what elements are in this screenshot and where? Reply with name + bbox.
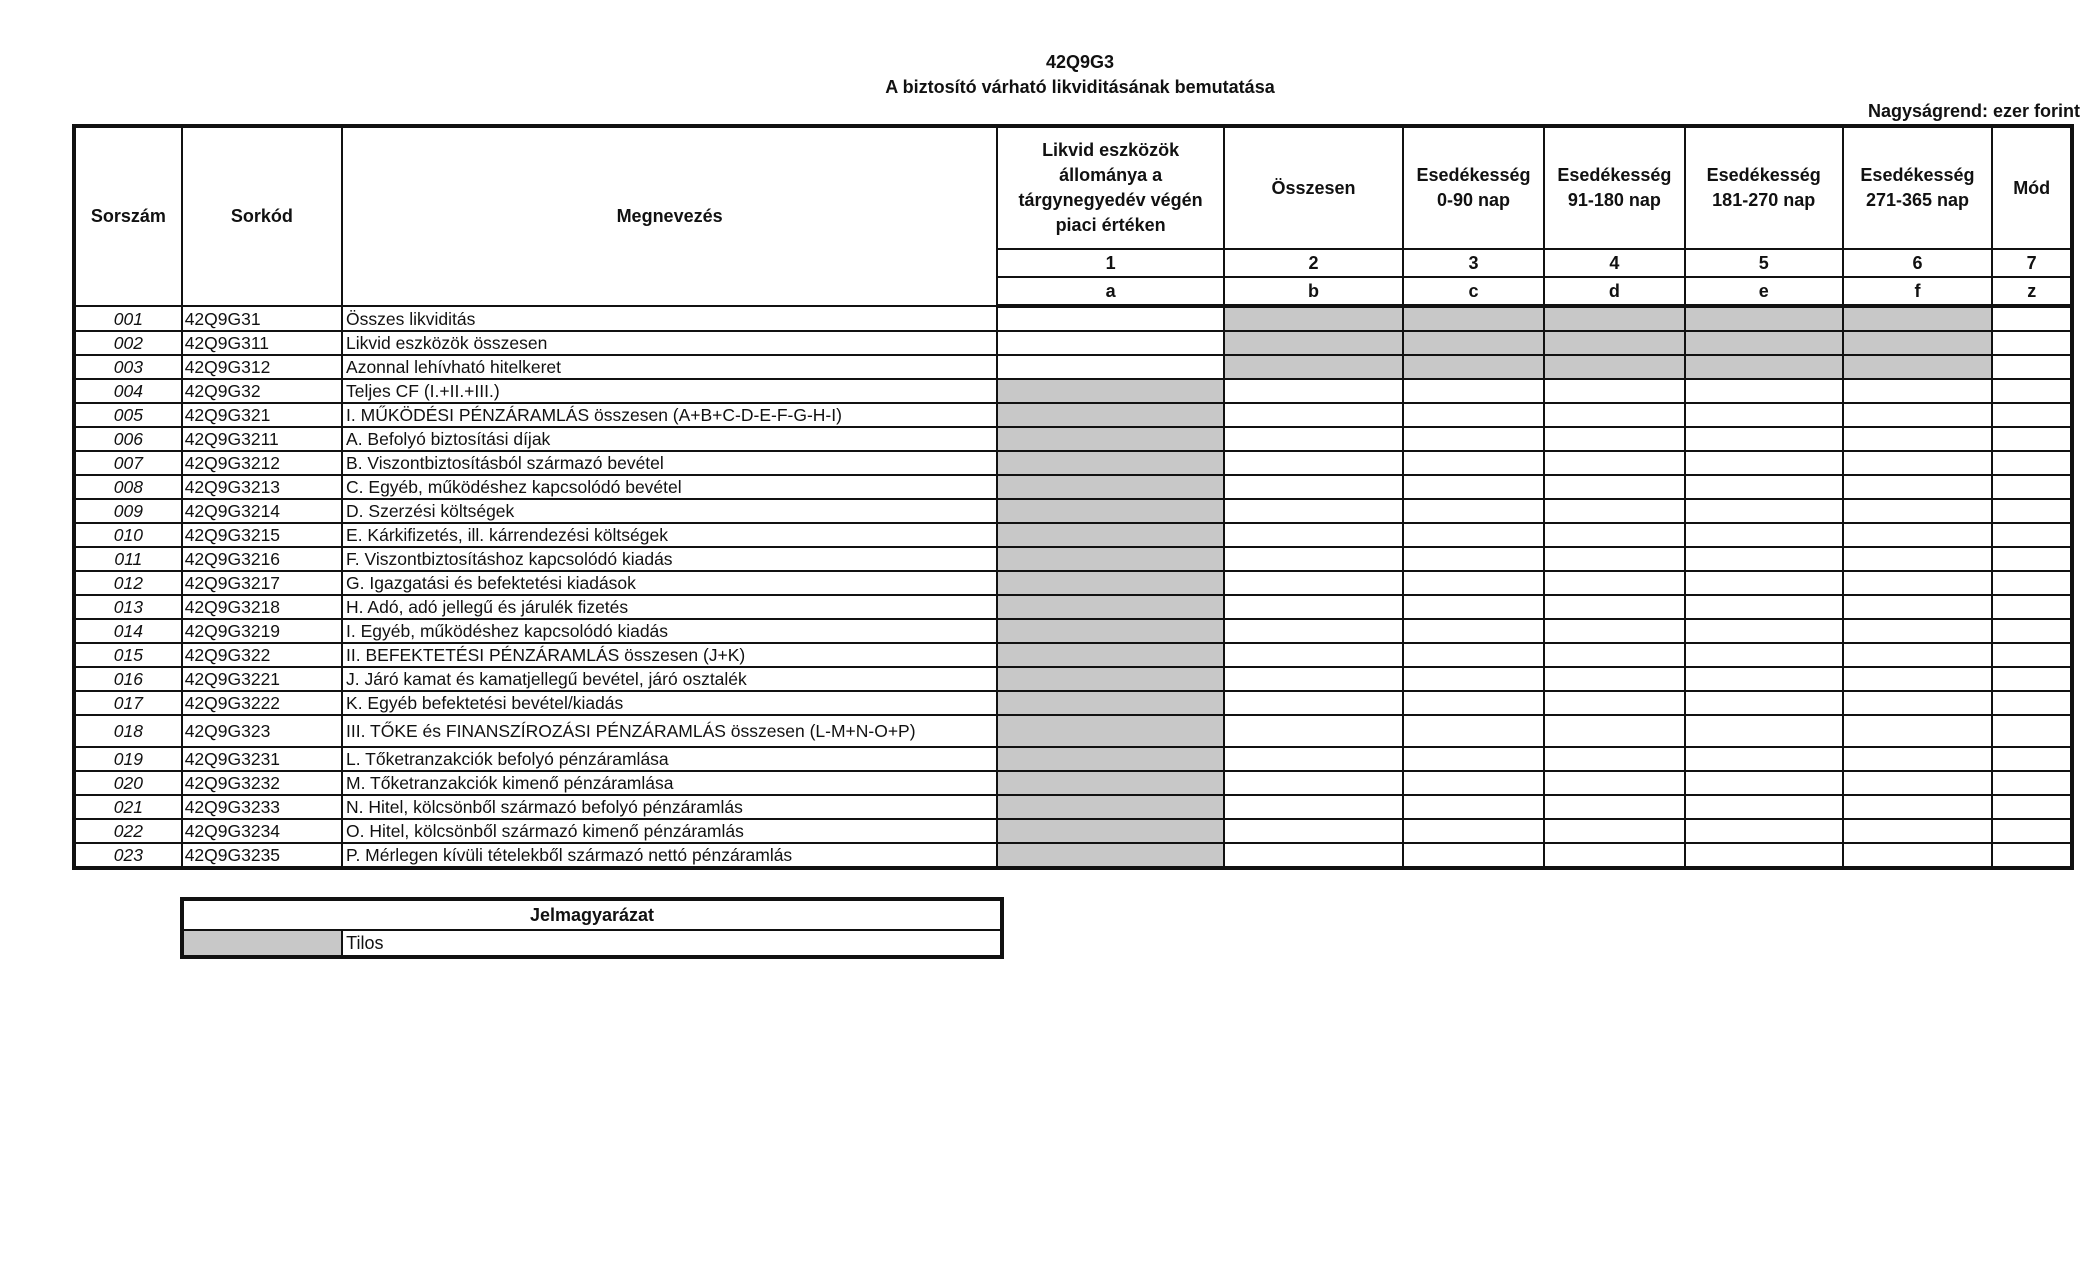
- input-cell[interactable]: [1843, 715, 1993, 747]
- column-number: 3: [1403, 249, 1544, 277]
- column-letter: f: [1843, 277, 1993, 306]
- input-cell[interactable]: [1224, 795, 1403, 819]
- row-name: J. Járó kamat és kamatjellegű bevétel, járó osztalék: [342, 667, 997, 691]
- row-name: A. Befolyó biztosítási díjak: [342, 427, 997, 451]
- row-name: M. Tőketranzakciók kimenő pénzáramlása: [342, 771, 997, 795]
- input-cell[interactable]: [1403, 523, 1544, 547]
- row-number: 003: [74, 355, 182, 379]
- form-title: A biztosító várható likviditásának bemutatása: [885, 77, 1275, 97]
- row-code: 42Q9G3221: [182, 667, 342, 691]
- input-cell[interactable]: [1403, 499, 1544, 523]
- forbidden-cell: [997, 843, 1224, 868]
- input-cell[interactable]: [1685, 523, 1843, 547]
- input-cell[interactable]: [1992, 331, 2072, 355]
- table-row: [74, 306, 2072, 331]
- input-cell[interactable]: [1224, 771, 1403, 795]
- row-name: F. Viszontbiztosításhoz kapcsolódó kiadás: [342, 547, 997, 571]
- row-code: 42Q9G312: [182, 355, 342, 379]
- input-cell[interactable]: [1685, 771, 1843, 795]
- table-row: [74, 619, 2072, 643]
- input-cell[interactable]: [1403, 379, 1544, 403]
- row-code: 42Q9G3211: [182, 427, 342, 451]
- table-row: [74, 843, 2072, 868]
- input-cell[interactable]: [1992, 547, 2072, 571]
- input-cell[interactable]: [1403, 691, 1544, 715]
- row-number: 008: [74, 475, 182, 499]
- forbidden-cell: [997, 499, 1224, 523]
- row-name: III. TŐKE és FINANSZÍROZÁSI PÉNZÁRAMLÁS összesen (L-M+N-O+P): [342, 715, 997, 747]
- row-name: Összes likviditás: [342, 306, 997, 331]
- input-cell[interactable]: [1403, 819, 1544, 843]
- forbidden-cell: [1544, 331, 1685, 355]
- table-row: [74, 691, 2072, 715]
- row-number: 016: [74, 667, 182, 691]
- forbidden-cell: [997, 747, 1224, 771]
- input-cell[interactable]: [1403, 715, 1544, 747]
- input-cell[interactable]: [1544, 547, 1685, 571]
- input-cell[interactable]: [997, 306, 1224, 331]
- input-cell[interactable]: [1685, 379, 1843, 403]
- input-cell[interactable]: [1403, 747, 1544, 771]
- input-cell[interactable]: [1403, 451, 1544, 475]
- input-cell[interactable]: [1843, 427, 1993, 451]
- forbidden-cell: [1224, 306, 1403, 331]
- row-number: 005: [74, 403, 182, 427]
- input-cell[interactable]: [1685, 571, 1843, 595]
- input-cell[interactable]: [1685, 427, 1843, 451]
- input-cell[interactable]: [1544, 427, 1685, 451]
- input-cell[interactable]: [1992, 619, 2072, 643]
- input-cell[interactable]: [1403, 795, 1544, 819]
- input-cell[interactable]: [1992, 306, 2072, 331]
- input-cell[interactable]: [1685, 619, 1843, 643]
- input-cell[interactable]: [1843, 667, 1993, 691]
- row-code: 42Q9G3222: [182, 691, 342, 715]
- row-name: K. Egyéb befektetési bevétel/kiadás: [342, 691, 997, 715]
- column-number: 1: [997, 249, 1224, 277]
- forbidden-cell: [997, 771, 1224, 795]
- input-cell[interactable]: [1843, 643, 1993, 667]
- input-cell[interactable]: [1685, 667, 1843, 691]
- input-cell[interactable]: [1224, 667, 1403, 691]
- input-cell[interactable]: [1992, 403, 2072, 427]
- legend-gray-swatch: [182, 930, 342, 957]
- input-cell[interactable]: [1544, 667, 1685, 691]
- input-cell[interactable]: [1224, 643, 1403, 667]
- table-row: [74, 427, 2072, 451]
- input-cell[interactable]: [1843, 475, 1993, 499]
- unit-label: Nagyságrend: ezer forint: [1867, 101, 2080, 121]
- forbidden-cell: [997, 451, 1224, 475]
- input-cell[interactable]: [1992, 667, 2072, 691]
- input-cell[interactable]: [1224, 715, 1403, 747]
- col-header-sorkod: Sorkód: [182, 126, 342, 306]
- input-cell[interactable]: [1403, 771, 1544, 795]
- table-row: [74, 571, 2072, 595]
- table-row: [74, 771, 2072, 795]
- input-cell[interactable]: [1224, 747, 1403, 771]
- input-cell[interactable]: [1992, 715, 2072, 747]
- column-number: 2: [1224, 249, 1403, 277]
- table-row: [74, 795, 2072, 819]
- input-cell[interactable]: [997, 355, 1224, 379]
- forbidden-cell: [1403, 331, 1544, 355]
- input-cell[interactable]: [1843, 379, 1993, 403]
- input-cell[interactable]: [1992, 523, 2072, 547]
- col-header-181-270: Esedékesség 181-270 nap: [1685, 126, 1843, 249]
- input-cell[interactable]: [1992, 451, 2072, 475]
- row-name: E. Kárkifizetés, ill. kárrendezési költségek: [342, 523, 997, 547]
- column-letter: e: [1685, 277, 1843, 306]
- row-number: 002: [74, 331, 182, 355]
- input-cell[interactable]: [1992, 475, 2072, 499]
- forbidden-cell: [997, 427, 1224, 451]
- forbidden-cell: [997, 595, 1224, 619]
- forbidden-cell: [1544, 306, 1685, 331]
- input-cell[interactable]: [1544, 499, 1685, 523]
- input-cell[interactable]: [1224, 843, 1403, 868]
- row-number: 007: [74, 451, 182, 475]
- input-cell[interactable]: [1843, 819, 1993, 843]
- input-cell[interactable]: [1224, 547, 1403, 571]
- input-cell[interactable]: [1685, 715, 1843, 747]
- table-row: [74, 355, 2072, 379]
- table-row: [74, 475, 2072, 499]
- input-cell[interactable]: [1544, 819, 1685, 843]
- input-cell[interactable]: [1843, 451, 1993, 475]
- input-cell[interactable]: [1224, 691, 1403, 715]
- input-cell[interactable]: [1685, 643, 1843, 667]
- input-cell[interactable]: [1544, 771, 1685, 795]
- input-cell[interactable]: [1544, 691, 1685, 715]
- input-cell[interactable]: [1992, 379, 2072, 403]
- input-cell[interactable]: [1224, 427, 1403, 451]
- input-cell[interactable]: [1992, 747, 2072, 771]
- forbidden-cell: [1843, 331, 1993, 355]
- input-cell[interactable]: [1544, 475, 1685, 499]
- row-number: 018: [74, 715, 182, 747]
- row-number: 004: [74, 379, 182, 403]
- column-number: 4: [1544, 249, 1685, 277]
- input-cell[interactable]: [1843, 595, 1993, 619]
- forbidden-cell: [997, 643, 1224, 667]
- row-name: O. Hitel, kölcsönből származó kimenő pénzáramlás: [342, 819, 997, 843]
- table-row: [74, 595, 2072, 619]
- forbidden-cell: [997, 619, 1224, 643]
- column-letter: a: [997, 277, 1224, 306]
- table-row: [74, 451, 2072, 475]
- input-cell[interactable]: [1843, 403, 1993, 427]
- input-cell[interactable]: [1544, 571, 1685, 595]
- row-number: 017: [74, 691, 182, 715]
- input-cell[interactable]: [1544, 715, 1685, 747]
- input-cell[interactable]: [1992, 355, 2072, 379]
- column-letter: b: [1224, 277, 1403, 306]
- row-code: 42Q9G32: [182, 379, 342, 403]
- row-code: 42Q9G3233: [182, 795, 342, 819]
- row-name: C. Egyéb, működéshez kapcsolódó bevétel: [342, 475, 997, 499]
- input-cell[interactable]: [1403, 843, 1544, 868]
- input-cell[interactable]: [1224, 379, 1403, 403]
- legend-gray-label: Tilos: [342, 930, 1002, 957]
- forbidden-cell: [997, 379, 1224, 403]
- input-cell[interactable]: [1544, 843, 1685, 868]
- row-code: 42Q9G31: [182, 306, 342, 331]
- forbidden-cell: [997, 819, 1224, 843]
- input-cell[interactable]: [1992, 771, 2072, 795]
- col-header-sorszam: Sorszám: [74, 126, 182, 306]
- form-code: 42Q9G3: [1045, 52, 1115, 72]
- input-cell[interactable]: [1843, 795, 1993, 819]
- input-cell[interactable]: [1544, 523, 1685, 547]
- table-row: [74, 331, 2072, 355]
- forbidden-cell: [997, 403, 1224, 427]
- col-header-likvid: Likvid eszközök állománya a tárgynegyedév végén piaci értéken: [997, 126, 1224, 249]
- forbidden-cell: [997, 547, 1224, 571]
- header-row: [74, 126, 2072, 249]
- input-cell[interactable]: [1403, 427, 1544, 451]
- input-cell[interactable]: [1992, 595, 2072, 619]
- row-code: 42Q9G322: [182, 643, 342, 667]
- row-name: II. BEFEKTETÉSI PÉNZÁRAMLÁS összesen (J+K): [342, 643, 997, 667]
- input-cell[interactable]: [1685, 547, 1843, 571]
- column-number: 6: [1843, 249, 1993, 277]
- row-number: 022: [74, 819, 182, 843]
- forbidden-cell: [997, 667, 1224, 691]
- column-number: 5: [1685, 249, 1843, 277]
- input-cell[interactable]: [1685, 451, 1843, 475]
- input-cell[interactable]: [1224, 619, 1403, 643]
- input-cell[interactable]: [1992, 819, 2072, 843]
- input-cell[interactable]: [1843, 691, 1993, 715]
- forbidden-cell: [1224, 331, 1403, 355]
- row-name: L. Tőketranzakciók befolyó pénzáramlása: [342, 747, 997, 771]
- input-cell[interactable]: [1224, 499, 1403, 523]
- row-number: 011: [74, 547, 182, 571]
- input-cell[interactable]: [1992, 571, 2072, 595]
- input-cell[interactable]: [1224, 595, 1403, 619]
- input-cell[interactable]: [1544, 379, 1685, 403]
- input-cell[interactable]: [1224, 571, 1403, 595]
- input-cell[interactable]: [1685, 595, 1843, 619]
- input-cell[interactable]: [1843, 771, 1993, 795]
- row-code: 42Q9G321: [182, 403, 342, 427]
- row-name: Azonnal lehívható hitelkeret: [342, 355, 997, 379]
- row-number: 009: [74, 499, 182, 523]
- row-name: G. Igazgatási és befektetési kiadások: [342, 571, 997, 595]
- input-cell[interactable]: [1544, 595, 1685, 619]
- input-cell[interactable]: [1224, 451, 1403, 475]
- input-cell[interactable]: [1403, 403, 1544, 427]
- forbidden-cell: [997, 795, 1224, 819]
- column-number: 7: [1992, 249, 2072, 277]
- input-cell[interactable]: [1992, 795, 2072, 819]
- input-cell[interactable]: [1685, 475, 1843, 499]
- input-cell[interactable]: [1544, 747, 1685, 771]
- input-cell[interactable]: [1403, 571, 1544, 595]
- forbidden-cell: [1685, 331, 1843, 355]
- row-code: 42Q9G3231: [182, 747, 342, 771]
- col-header-mod: Mód: [1992, 126, 2072, 249]
- input-cell[interactable]: [1403, 475, 1544, 499]
- input-cell[interactable]: [1843, 547, 1993, 571]
- row-number: 006: [74, 427, 182, 451]
- row-name: D. Szerzési költségek: [342, 499, 997, 523]
- forbidden-cell: [997, 523, 1224, 547]
- row-code: 42Q9G3219: [182, 619, 342, 643]
- input-cell[interactable]: [1843, 619, 1993, 643]
- col-header-271-365: Esedékesség 271-365 nap: [1843, 126, 1993, 249]
- row-code: 42Q9G3235: [182, 843, 342, 868]
- row-number: 019: [74, 747, 182, 771]
- row-code: 42Q9G311: [182, 331, 342, 355]
- row-name: N. Hitel, kölcsönből származó befolyó pénzáramlás: [342, 795, 997, 819]
- liquidity-table: [72, 124, 2074, 870]
- input-cell[interactable]: [1403, 619, 1544, 643]
- input-cell[interactable]: [1685, 819, 1843, 843]
- row-code: 42Q9G3215: [182, 523, 342, 547]
- input-cell[interactable]: [1685, 691, 1843, 715]
- row-name: I. Egyéb, működéshez kapcsolódó kiadás: [342, 619, 997, 643]
- input-cell[interactable]: [1685, 795, 1843, 819]
- row-code: 42Q9G323: [182, 715, 342, 747]
- table-row: [74, 523, 2072, 547]
- row-name: B. Viszontbiztosításból származó bevétel: [342, 451, 997, 475]
- table-row: [74, 667, 2072, 691]
- row-name: I. MŰKÖDÉSI PÉNZÁRAMLÁS összesen (A+B+C-D-E-F-G-H-I): [342, 403, 997, 427]
- row-number: 013: [74, 595, 182, 619]
- forbidden-cell: [1685, 355, 1843, 379]
- row-number: 010: [74, 523, 182, 547]
- row-code: 42Q9G3216: [182, 547, 342, 571]
- table-row: [74, 643, 2072, 667]
- forbidden-cell: [1685, 306, 1843, 331]
- input-cell[interactable]: [1992, 499, 2072, 523]
- forbidden-cell: [997, 475, 1224, 499]
- row-code: 42Q9G3213: [182, 475, 342, 499]
- input-cell[interactable]: [1224, 475, 1403, 499]
- row-code: 42Q9G3217: [182, 571, 342, 595]
- table-row: [74, 547, 2072, 571]
- input-cell[interactable]: [1544, 619, 1685, 643]
- row-name: H. Adó, adó jellegű és járulék fizetés: [342, 595, 997, 619]
- legend-table: [180, 897, 1004, 959]
- input-cell[interactable]: [1685, 843, 1843, 868]
- input-cell[interactable]: [1544, 403, 1685, 427]
- input-cell[interactable]: [1843, 523, 1993, 547]
- input-cell[interactable]: [1992, 427, 2072, 451]
- input-cell[interactable]: [1843, 571, 1993, 595]
- input-cell[interactable]: [1992, 843, 2072, 868]
- input-cell[interactable]: [1544, 451, 1685, 475]
- table-row: [74, 379, 2072, 403]
- forbidden-cell: [1544, 355, 1685, 379]
- input-cell[interactable]: [1403, 595, 1544, 619]
- input-cell[interactable]: [1544, 795, 1685, 819]
- table-row: [74, 819, 2072, 843]
- forbidden-cell: [1843, 355, 1993, 379]
- column-letter: d: [1544, 277, 1685, 306]
- forbidden-cell: [997, 691, 1224, 715]
- forbidden-cell: [1403, 355, 1544, 379]
- input-cell[interactable]: [1224, 819, 1403, 843]
- col-header-0-90: Esedékesség 0-90 nap: [1403, 126, 1544, 249]
- row-number: 023: [74, 843, 182, 868]
- row-code: 42Q9G3234: [182, 819, 342, 843]
- row-code: 42Q9G3214: [182, 499, 342, 523]
- column-letter: z: [1992, 277, 2072, 306]
- input-cell[interactable]: [1992, 643, 2072, 667]
- forbidden-cell: [1224, 355, 1403, 379]
- row-number: 020: [74, 771, 182, 795]
- legend-title: Jelmagyarázat: [182, 899, 1002, 930]
- input-cell[interactable]: [1685, 499, 1843, 523]
- row-name: Teljes CF (I.+II.+III.): [342, 379, 997, 403]
- input-cell[interactable]: [1843, 499, 1993, 523]
- row-number: 014: [74, 619, 182, 643]
- forbidden-cell: [997, 715, 1224, 747]
- col-header-megnevezes: Megnevezés: [342, 126, 997, 306]
- forbidden-cell: [1403, 306, 1544, 331]
- input-cell[interactable]: [1992, 691, 2072, 715]
- row-number: 021: [74, 795, 182, 819]
- table-row: [74, 403, 2072, 427]
- input-cell[interactable]: [1224, 403, 1403, 427]
- table-row: [74, 747, 2072, 771]
- row-number: 015: [74, 643, 182, 667]
- input-cell[interactable]: [1685, 747, 1843, 771]
- table-row: [74, 499, 2072, 523]
- input-cell[interactable]: [1403, 547, 1544, 571]
- input-cell[interactable]: [1544, 643, 1685, 667]
- input-cell[interactable]: [1843, 843, 1993, 868]
- forbidden-cell: [1843, 306, 1993, 331]
- column-letter: c: [1403, 277, 1544, 306]
- input-cell[interactable]: [1843, 747, 1993, 771]
- input-cell[interactable]: [997, 331, 1224, 355]
- col-header-osszesen: Összesen: [1224, 126, 1403, 249]
- input-cell[interactable]: [1403, 667, 1544, 691]
- row-name: Likvid eszközök összesen: [342, 331, 997, 355]
- col-header-91-180: Esedékesség 91-180 nap: [1544, 126, 1685, 249]
- input-cell[interactable]: [1224, 523, 1403, 547]
- forbidden-cell: [997, 571, 1224, 595]
- row-code: 42Q9G3212: [182, 451, 342, 475]
- table-row: [74, 715, 2072, 747]
- input-cell[interactable]: [1403, 643, 1544, 667]
- row-code: 42Q9G3232: [182, 771, 342, 795]
- row-code: 42Q9G3218: [182, 595, 342, 619]
- row-number: 001: [74, 306, 182, 331]
- input-cell[interactable]: [1685, 403, 1843, 427]
- row-number: 012: [74, 571, 182, 595]
- row-name: P. Mérlegen kívüli tételekből származó nettó pénzáramlás: [342, 843, 997, 868]
